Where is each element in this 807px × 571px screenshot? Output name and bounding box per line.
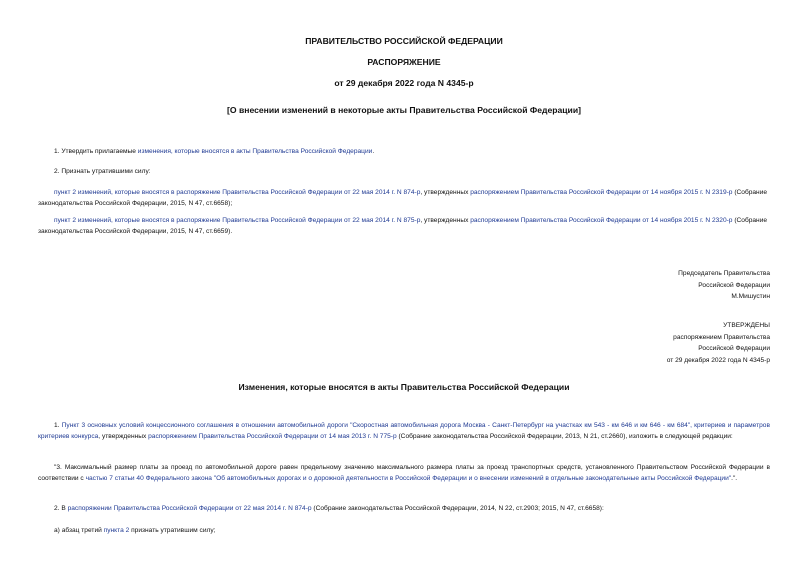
document-date: от 29 декабря 2022 года N 4345-р bbox=[334, 78, 474, 88]
approved-block bbox=[667, 320, 770, 366]
paragraph-2: 2. Признать утратившими силу: bbox=[54, 168, 151, 175]
p4-link-2[interactable]: распоряжением Правительства Российской Федерации от 14 ноября 2015 г. N 2320-р bbox=[470, 217, 733, 224]
c3-end: (Собрание законодательства Российской Федерации, 2014, N 22, ст.2903; 2015, N 47, ст.6658): bbox=[311, 505, 604, 512]
p3-link-1[interactable]: пункт 2 изменений, которые вносятся в распоряжение Правительства Российской Федерации от 22 мая 2014 г. N 874-р bbox=[54, 189, 421, 196]
p1-end: . bbox=[372, 148, 375, 155]
p1-text: 1. Утвердить прилагаемые bbox=[54, 148, 138, 155]
p4-end: (Собрание законодательства Российской Федерации, 2015, N 47, ст.6659). bbox=[38, 217, 768, 235]
signature-block bbox=[678, 268, 770, 303]
c1-number: 1. bbox=[54, 422, 62, 429]
signature-line-1: Председатель Правительства bbox=[678, 270, 770, 277]
signature-line-2: Российской Федерации bbox=[698, 281, 770, 289]
change-2 bbox=[38, 462, 770, 484]
c1-mid: , утвержденных bbox=[98, 433, 149, 440]
p4-link-1[interactable]: пункт 2 изменений, которые вносятся в распоряжение Правительства Российской Федерации от 22 мая 2014 г. N 875-р bbox=[54, 217, 421, 224]
p3-end: (Собрание законодательства Российской Федерации, 2015, N 47, ст.6658); bbox=[38, 189, 768, 207]
c1-end: (Собрание законодательства Российской Федерации, 2013, N 21, ст.2660), изложить в следующей редакции: bbox=[396, 433, 733, 440]
c4-text: а) абзац третий bbox=[54, 527, 104, 534]
c3-number: 2. В bbox=[54, 505, 68, 512]
c3-link[interactable]: распоряжении Правительства Российской Федерации от 22 мая 2014 г. N 874-р bbox=[67, 505, 312, 512]
c1-link-1[interactable]: Пункт 3 основных условий концессионного соглашения в отношении автомобильной дороги "Скоростная автомобильная дорога Москва - Санкт-Петербург на участках км 543 - км 646 и км 646 - км 684", критериев и параметров критериев конкурса bbox=[38, 422, 770, 440]
changes-link[interactable]: изменения, которые вносятся в акты Правительства Российской Федерации bbox=[137, 148, 373, 155]
paragraph-3 bbox=[38, 187, 770, 209]
c2-end: .". bbox=[731, 475, 738, 482]
changes-title: Изменения, которые вносятся в акты Правительства Российской Федерации bbox=[238, 382, 570, 392]
document-title: [О внесении изменений в некоторые акты Правительства Российской Федерации] bbox=[227, 105, 581, 115]
paragraph-1 bbox=[54, 146, 770, 157]
change-1 bbox=[38, 420, 770, 442]
government-heading: ПРАВИТЕЛЬСТВО РОССИЙСКОЙ ФЕДЕРАЦИИ bbox=[305, 36, 503, 46]
p3-link-2[interactable]: распоряжением Правительства Российской Федерации от 14 ноября 2015 г. N 2319-р bbox=[470, 189, 733, 196]
approved-line-3: Российской Федерации bbox=[698, 345, 770, 352]
signature-line-3: М.Мишустин bbox=[731, 293, 770, 300]
c2-link[interactable]: частью 7 статьи 40 Федерального закона "Об автомобильных дорогах и о дорожной деятельности в Российской Федерации и о внесении изменений в отдельные законодательные акты Российской Федерации" bbox=[85, 475, 732, 482]
c4-end: признать утратившим силу; bbox=[129, 527, 216, 534]
p3-mid: , утвержденных bbox=[420, 189, 471, 196]
document-type: РАСПОРЯЖЕНИЕ bbox=[367, 57, 441, 67]
paragraph-4 bbox=[38, 215, 770, 237]
approved-line-4: от 29 декабря 2022 года N 4345-р bbox=[666, 356, 770, 364]
approved-line-2: распоряжением Правительства bbox=[673, 333, 770, 341]
p4-mid: , утвержденных bbox=[420, 217, 471, 224]
c2-text: "3. Максимальный размер платы за проезд по автомобильной дороге равен предельному значению максимального размера платы за проезд транспортных средств, установленного Правительством Российской Федерации в соответствии с bbox=[38, 464, 770, 482]
c1-link-2[interactable]: распоряжением Правительства Российской Федерации от 14 мая 2013 г. N 775-р bbox=[148, 433, 397, 440]
c4-link[interactable]: пункта 2 bbox=[103, 527, 130, 534]
change-4 bbox=[54, 525, 770, 536]
approved-line-1: УТВЕРЖДЕНЫ bbox=[723, 322, 770, 329]
change-3 bbox=[54, 503, 770, 514]
